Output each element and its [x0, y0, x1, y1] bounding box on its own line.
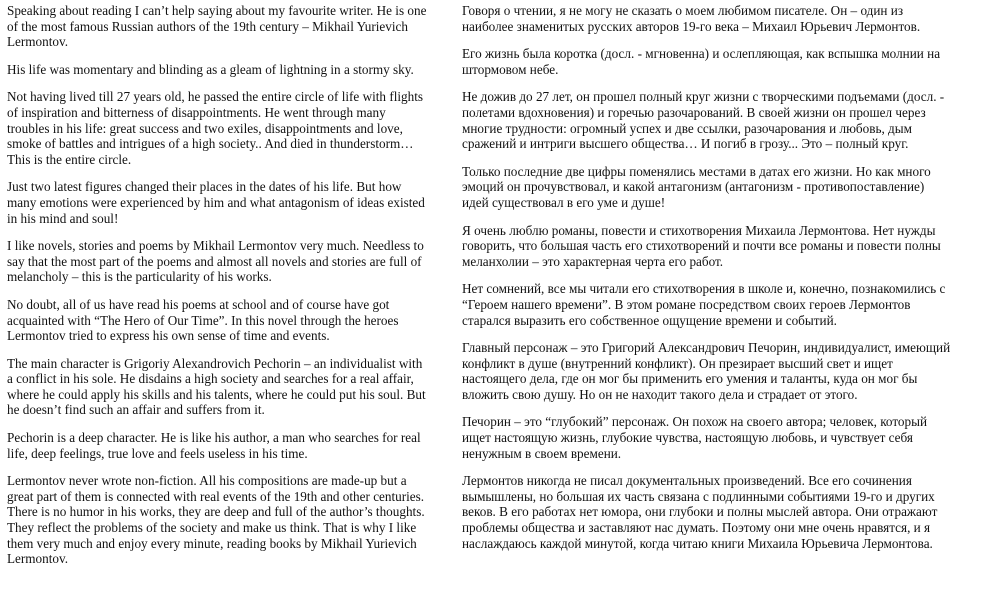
english-paragraph-6: No doubt, all of us have read his poems at school and of course have got acquainted with “The Hero of Our Time”. In this novel through the heroes Lermontov tried to express his own sense of time and events.	[7, 296, 399, 344]
russian-paragraph-9: Лермонтов никогда не писал документальных произведений. Все его сочинения вымышлены, но большая их часть связана с подлинными событиями 19-го и других веков. В его работах нет юмора, они глубоки и полны мыслей автора. Они отражают проблемы общества и заставляют нас думать. Поэтому они мне очень нравятся, и я наслаждаюсь каждой минутой, когда читаю книги Михаила Юрьевича Лермонтова.	[462, 473, 938, 551]
english-paragraph-1: Speaking about reading I can’t help saying about my favourite writer. He is one of the most famous Russian authors of the 19th century – Mikhail Yurievich Lermontov.	[7, 3, 427, 50]
russian-paragraph-7: Главный персонаж – это Григорий Александрович Печорин, индивидуалист, имеющий конфликт в душе (внутренний конфликт). Он презирает высший свет и ищет настоящего дела, где он мог бы применить его умения и таланты, куда он мог бы вложить свою душу. Но он не находит такого дела и страдает от этого.	[462, 340, 951, 402]
english-paragraph-4: Just two latest figures changed their places in the dates of his life. But how many emotions were experienced by him and what antagonism of ideas existed in his mind and soul!	[7, 179, 425, 226]
english-paragraph-8: Pechorin is a deep character. He is like his author, a man who searches for real life, deep feelings, true love and feels useless in his time.	[7, 430, 421, 461]
russian-paragraph-2: Его жизнь была коротка (досл. - мгновенна) и ослепляющая, как вспышка молнии на штормовом небе.	[462, 46, 941, 77]
russian-paragraph-3: Не дожив до 27 лет, он прошел полный круг жизни с творческими подъемами (досл. - полетами вдохновения) и горечью разочарований. В своей жизни он прошел через многие трудности: огромный успех и две ссылки, разочарования и любовь, дым сражений и интриги высшего общества… И погиб в грозу... Это – полный круг.	[462, 89, 945, 152]
english-paragraph-2: His life was momentary and blinding as a gleam of lightning in a stormy sky.	[7, 61, 414, 77]
russian-paragraph-6: Нет сомнений, все мы читали его стихотворения в школе и, конечно, познакомились с “Героем нашего времени”. В этом романе посредством своих героев Лермонтов старался выразить его собственное ощущение времени и событий.	[462, 281, 946, 328]
english-paragraph-7: The main character is Grigoriy Alexandrovich Pechorin – an individualist with a conflict in his sole. He disdains a high society and searches for a real affair, where he could apply his skills and his talents, where he could put his soul. But he doesn’t find such an affair and suffers from it.	[7, 355, 426, 418]
russian-paragraph-1: Говоря о чтении, я не могу не сказать о моем любимом писателе. Он – один из наиболее знаменитых русских авторов 19-го века – Михаил Юрьевич Лермонтов.	[462, 3, 921, 34]
english-paragraph-3: Not having lived till 27 years old, he passed the entire circle of life with flights of inspiration and bitterness of disappointments. He went through many troubles in his life: great success and two exiles, disappointments and love, smoke of battles and intrigues of a high society.. And died in thunderstorm… This is the entire circle.	[7, 89, 424, 167]
russian-paragraph-4: Только последние две цифры поменялись местами в датах его жизни. Но как много эмоций он прочувствовал, и какой антагонизм (антагонизм - противопоставление) идей существовал в его уме и душе!	[462, 163, 931, 210]
english-paragraph-5: I like novels, stories and poems by Mikhail Lermontov very much. Needless to say that the most part of the poems and almost all novels and stories are full of melancholy – this is the particularity of his works.	[7, 238, 424, 285]
russian-paragraph-8: Печорин – это “глубокий” персонаж. Он похож на своего автора; человек, который ищет настоящую жизнь, глубокие чувства, настоящую любовь, и чувствует себя ненужным в своем времени.	[462, 414, 928, 461]
english-column	[0, 0, 458, 611]
russian-column	[458, 0, 978, 611]
russian-paragraph-5: Я очень люблю романы, повести и стихотворения Михаила Лермонтова. Нет нужды говорить, что большая часть его стихотворений и почти все романы и повести полны меланхолии – это характерная черта его работ.	[462, 222, 941, 269]
english-paragraph-9: Lermontov never wrote non-fiction. All his compositions are made-up but a great part of them is connected with real events of the 19th and other centuries. There is no humor in his works, they are deep and full of the author’s thoughts. They reflect the problems of the society and make us think. That is why I like them very much and enjoy every minute, reading books by Mikhail Yurievich Lermontov.	[7, 473, 425, 567]
